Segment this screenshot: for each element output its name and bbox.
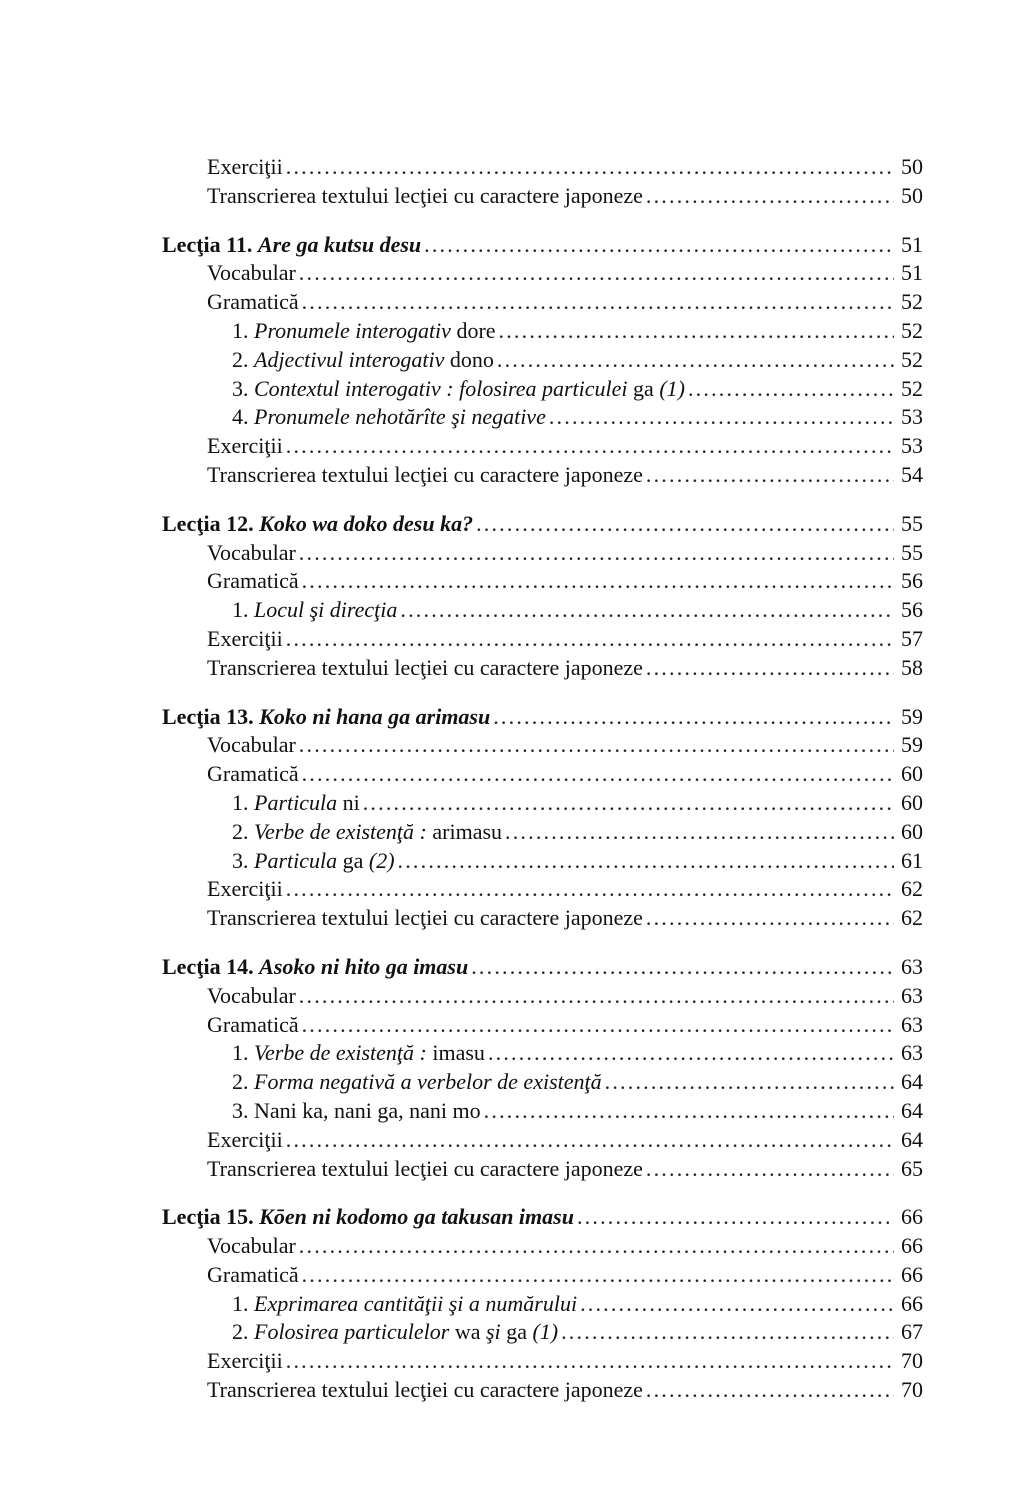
title-segment: ga xyxy=(337,847,369,873)
title-segment: 3. xyxy=(232,847,254,873)
toc-entry[interactable] xyxy=(162,789,923,818)
dot-leader xyxy=(646,182,894,211)
title-segment: Exerciţii xyxy=(207,625,283,651)
toc-section xyxy=(162,953,923,1183)
page-number: 60 xyxy=(901,789,923,815)
page-number: 66 xyxy=(901,1204,923,1230)
dot-leader xyxy=(505,818,894,847)
page-number: 63 xyxy=(901,982,923,1008)
title-segment: dore xyxy=(450,317,496,343)
entry-title xyxy=(207,153,283,182)
page-number: 55 xyxy=(901,510,923,536)
entry-title xyxy=(207,982,296,1011)
dot-leader xyxy=(577,1203,894,1232)
title-segment: Verbe de existenţă : xyxy=(254,1040,427,1066)
title-segment: 3. Nani ka, nani ga, nani mo xyxy=(232,1097,481,1123)
entry-title xyxy=(232,403,546,432)
title-segment: 1. xyxy=(232,597,254,623)
dot-leader xyxy=(561,1318,894,1347)
page-number: 65 xyxy=(901,1155,923,1181)
title-segment: Vocabular xyxy=(207,732,296,758)
dot-leader xyxy=(646,904,894,933)
entry-title xyxy=(232,818,502,847)
title-segment: Gramatică xyxy=(207,289,299,315)
dot-leader xyxy=(299,539,894,568)
toc-entry[interactable] xyxy=(162,432,923,461)
toc-entry[interactable] xyxy=(162,760,923,789)
page-number: 66 xyxy=(901,1233,923,1259)
entry-title xyxy=(162,231,421,260)
dot-leader xyxy=(302,1011,894,1040)
toc-entry[interactable] xyxy=(162,1155,923,1184)
dot-leader xyxy=(286,625,894,654)
page-number: 59 xyxy=(901,703,923,729)
title-segment: Transcrierea textului lecţiei cu caractere japoneze xyxy=(207,1377,643,1403)
dot-leader xyxy=(400,596,894,625)
title-segment: 1. xyxy=(232,1290,254,1316)
entry-title xyxy=(207,904,643,933)
title-segment: 3. xyxy=(232,375,254,401)
toc-entry[interactable] xyxy=(162,375,923,404)
entry-title xyxy=(232,1039,485,1068)
title-segment: Transcrierea textului lecţiei cu caractere japoneze xyxy=(207,461,643,487)
entry-title xyxy=(207,1155,643,1184)
title-segment: Gramatică xyxy=(207,1011,299,1037)
toc-entry[interactable] xyxy=(162,403,923,432)
page-number: 60 xyxy=(901,761,923,787)
page-number: 53 xyxy=(901,404,923,430)
title-segment: 1. xyxy=(232,1040,254,1066)
title-segment: 2. xyxy=(232,818,254,844)
title-segment: Transcrierea textului lecţiei cu caractere japoneze xyxy=(207,905,643,931)
dot-leader xyxy=(499,317,894,346)
dot-leader xyxy=(302,760,894,789)
toc-section xyxy=(162,231,923,490)
title-segment: Verbe de existenţă : xyxy=(254,818,427,844)
entry-title xyxy=(162,953,468,982)
page-number: 62 xyxy=(901,905,923,931)
entry-title xyxy=(232,1097,481,1126)
entry-title xyxy=(207,539,296,568)
toc-entry[interactable] xyxy=(162,847,923,876)
dot-leader xyxy=(497,346,894,375)
toc-entry[interactable] xyxy=(162,346,923,375)
title-segment: Exprimarea cantităţii şi a numărului xyxy=(254,1290,578,1316)
entry-title xyxy=(207,432,283,461)
toc-entry[interactable] xyxy=(162,625,923,654)
page-number: 51 xyxy=(901,231,923,257)
dot-leader xyxy=(302,1261,894,1290)
title-segment: ga xyxy=(627,375,660,401)
title-segment: Lecţia 13. xyxy=(162,703,260,729)
page-number: 58 xyxy=(901,654,923,680)
entry-title xyxy=(232,847,395,876)
toc-entry[interactable] xyxy=(162,1126,923,1155)
page-number: 70 xyxy=(901,1377,923,1403)
entry-title xyxy=(207,461,643,490)
dot-leader xyxy=(646,1155,894,1184)
page-number: 63 xyxy=(901,1040,923,1066)
title-segment: Adjectivul interogativ xyxy=(254,346,445,372)
page-number: 59 xyxy=(901,732,923,758)
title-segment: arimasu xyxy=(426,818,503,844)
toc-entry[interactable] xyxy=(162,461,923,490)
page-number: 57 xyxy=(901,625,923,651)
page-number: 50 xyxy=(901,154,923,179)
toc-entry[interactable] xyxy=(162,182,923,211)
entry-title xyxy=(207,654,643,683)
title-segment: Kōen ni kodomo ga takusan imasu xyxy=(259,1204,574,1230)
title-segment: Lecţia 12. xyxy=(162,510,260,536)
entry-title xyxy=(207,1011,299,1040)
title-segment: Forma negativă a verbelor de existenţă xyxy=(254,1069,602,1095)
title-segment: Transcrierea textului lecţiei cu caractere japoneze xyxy=(207,654,643,680)
toc-entry[interactable] xyxy=(162,259,923,288)
page-number: 52 xyxy=(901,317,923,343)
dot-leader xyxy=(299,1232,894,1261)
dot-leader xyxy=(286,1347,894,1376)
page-number: 52 xyxy=(901,289,923,315)
title-segment: Vocabular xyxy=(207,539,296,565)
entry-title xyxy=(207,1126,283,1155)
dot-leader xyxy=(286,875,894,904)
page-number: 55 xyxy=(901,539,923,565)
dot-leader xyxy=(286,432,894,461)
page-number: 63 xyxy=(901,953,923,979)
toc-section xyxy=(162,1203,923,1405)
title-segment: Lecţia 14. xyxy=(162,953,260,979)
toc-entry[interactable] xyxy=(162,1318,923,1347)
page-number: 67 xyxy=(901,1319,923,1345)
entry-title xyxy=(162,703,490,732)
title-segment: Particula xyxy=(254,789,338,815)
entry-title xyxy=(232,1068,602,1097)
entry-title xyxy=(232,789,360,818)
title-segment: Koko wa doko desu ka? xyxy=(259,510,474,536)
dot-leader xyxy=(299,259,894,288)
title-segment: Vocabular xyxy=(207,982,296,1008)
page-number: 53 xyxy=(901,433,923,459)
toc-entry[interactable] xyxy=(162,1097,923,1126)
title-segment: Lecţia 11. xyxy=(162,231,258,257)
toc-entry[interactable] xyxy=(162,317,923,346)
page-number: 52 xyxy=(901,375,923,401)
dot-leader xyxy=(476,510,894,539)
toc-section xyxy=(162,703,923,933)
dot-leader xyxy=(605,1068,894,1097)
title-segment: Exerciţii xyxy=(207,154,283,179)
dot-leader xyxy=(424,231,894,260)
title-segment: imasu xyxy=(426,1040,485,1066)
dot-leader xyxy=(493,703,894,732)
dot-leader xyxy=(286,153,894,182)
toc-entry[interactable] xyxy=(162,1068,923,1097)
toc-lesson-heading[interactable] xyxy=(162,703,923,732)
toc-lesson-heading[interactable] xyxy=(162,231,923,260)
title-segment: Particula xyxy=(254,847,338,873)
title-segment: ga xyxy=(500,1319,533,1345)
title-segment: Exerciţii xyxy=(207,433,283,459)
dot-leader xyxy=(299,982,894,1011)
toc-entry[interactable] xyxy=(162,1290,923,1319)
entry-title xyxy=(207,288,299,317)
toc-entry[interactable] xyxy=(162,153,923,182)
toc-entry[interactable] xyxy=(162,1232,923,1261)
title-segment: wa xyxy=(449,1319,486,1345)
title-segment: Koko ni hana ga arimasu xyxy=(259,703,491,729)
entry-title xyxy=(232,375,685,404)
toc-entry[interactable] xyxy=(162,567,923,596)
entry-title xyxy=(162,510,473,539)
toc-entry[interactable] xyxy=(162,1347,923,1376)
title-segment: Exerciţii xyxy=(207,1126,283,1152)
entry-title xyxy=(207,875,283,904)
toc-lesson-heading[interactable] xyxy=(162,1203,923,1232)
table-of-contents xyxy=(162,153,923,1405)
toc-entry[interactable] xyxy=(162,1039,923,1068)
toc-entry[interactable] xyxy=(162,539,923,568)
dot-leader xyxy=(646,654,894,683)
dot-leader xyxy=(580,1290,894,1319)
toc-lesson-heading[interactable] xyxy=(162,510,923,539)
page-number: 56 xyxy=(901,597,923,623)
title-segment: Exerciţii xyxy=(207,876,283,902)
dot-leader xyxy=(398,847,894,876)
toc-entry[interactable] xyxy=(162,731,923,760)
entry-title xyxy=(207,1347,283,1376)
page-number: 62 xyxy=(901,876,923,902)
dot-leader xyxy=(488,1039,894,1068)
dot-leader xyxy=(363,789,894,818)
title-segment: Pronumele interogativ xyxy=(254,317,451,343)
title-segment: 2. xyxy=(232,1319,254,1345)
toc-section xyxy=(162,153,923,211)
title-segment: Pronumele nehotărîte şi negative xyxy=(254,404,546,430)
title-segment: (1) xyxy=(532,1319,559,1345)
dot-leader xyxy=(299,731,894,760)
title-segment: Contextul interogativ : folosirea particulei xyxy=(254,375,628,401)
page-number: 63 xyxy=(901,1011,923,1037)
entry-title xyxy=(232,346,494,375)
entry-title xyxy=(207,259,296,288)
dot-leader xyxy=(484,1097,894,1126)
title-segment: Folosirea particulelor xyxy=(254,1319,450,1345)
toc-entry[interactable] xyxy=(162,904,923,933)
toc-entry[interactable] xyxy=(162,596,923,625)
title-segment: Asoko ni hito ga imasu xyxy=(259,953,469,979)
entry-title xyxy=(232,596,397,625)
toc-entry[interactable] xyxy=(162,654,923,683)
entry-title xyxy=(207,1376,643,1405)
title-segment: Vocabular xyxy=(207,260,296,286)
page-number: 56 xyxy=(901,568,923,594)
entry-title xyxy=(162,1203,574,1232)
page-number: 66 xyxy=(901,1261,923,1287)
dot-leader xyxy=(646,461,894,490)
title-segment: Transcrierea textului lecţiei cu caractere japoneze xyxy=(207,1155,643,1181)
title-segment: Vocabular xyxy=(207,1233,296,1259)
toc-lesson-heading[interactable] xyxy=(162,953,923,982)
page-number: 51 xyxy=(901,260,923,286)
page-number: 50 xyxy=(901,182,923,208)
dot-leader xyxy=(471,953,894,982)
dot-leader xyxy=(646,1376,894,1405)
toc-entry[interactable] xyxy=(162,288,923,317)
toc-entry[interactable] xyxy=(162,1376,923,1405)
dot-leader xyxy=(302,567,894,596)
title-segment: Exerciţii xyxy=(207,1348,283,1374)
page-number: 64 xyxy=(901,1069,923,1095)
title-segment: (2) xyxy=(368,847,395,873)
dot-leader xyxy=(688,375,894,404)
page-number: 64 xyxy=(901,1126,923,1152)
entry-title xyxy=(232,1318,558,1347)
title-segment: şi xyxy=(486,1319,501,1345)
title-segment: dono xyxy=(444,346,494,372)
toc-entry[interactable] xyxy=(162,1011,923,1040)
toc-entry[interactable] xyxy=(162,818,923,847)
dot-leader xyxy=(286,1126,894,1155)
toc-entry[interactable] xyxy=(162,1261,923,1290)
title-segment: (1) xyxy=(659,375,685,401)
entry-title xyxy=(207,182,643,211)
title-segment: 4. xyxy=(232,404,254,430)
title-segment: Are ga kutsu desu xyxy=(257,231,422,257)
page-number: 61 xyxy=(901,847,923,873)
page-number: 66 xyxy=(901,1290,923,1316)
entry-title xyxy=(207,567,299,596)
title-segment: 1. xyxy=(232,789,254,815)
entry-title xyxy=(207,1261,299,1290)
title-segment: Gramatică xyxy=(207,568,299,594)
dot-leader xyxy=(302,288,894,317)
page-number: 52 xyxy=(901,346,923,372)
title-segment: 2. xyxy=(232,1069,254,1095)
page-number: 64 xyxy=(901,1097,923,1123)
entry-title xyxy=(232,1290,577,1319)
title-segment: ni xyxy=(337,789,360,815)
entry-title xyxy=(207,625,283,654)
title-segment: Gramatică xyxy=(207,761,299,787)
title-segment: Lecţia 15. xyxy=(162,1204,260,1230)
page-number: 70 xyxy=(901,1348,923,1374)
title-segment: 1. xyxy=(232,317,254,343)
page-number: 60 xyxy=(901,818,923,844)
title-segment: Gramatică xyxy=(207,1261,299,1287)
toc-section xyxy=(162,510,923,683)
page-number: 54 xyxy=(901,461,923,487)
toc-entry[interactable] xyxy=(162,982,923,1011)
title-segment: 2. xyxy=(232,346,254,372)
title-segment: Locul şi direcţia xyxy=(254,597,398,623)
toc-entry[interactable] xyxy=(162,875,923,904)
entry-title xyxy=(207,760,299,789)
dot-leader xyxy=(549,403,894,432)
title-segment: Transcrierea textului lecţiei cu caractere japoneze xyxy=(207,182,643,208)
entry-title xyxy=(207,731,296,760)
entry-title xyxy=(232,317,496,346)
entry-title xyxy=(207,1232,296,1261)
